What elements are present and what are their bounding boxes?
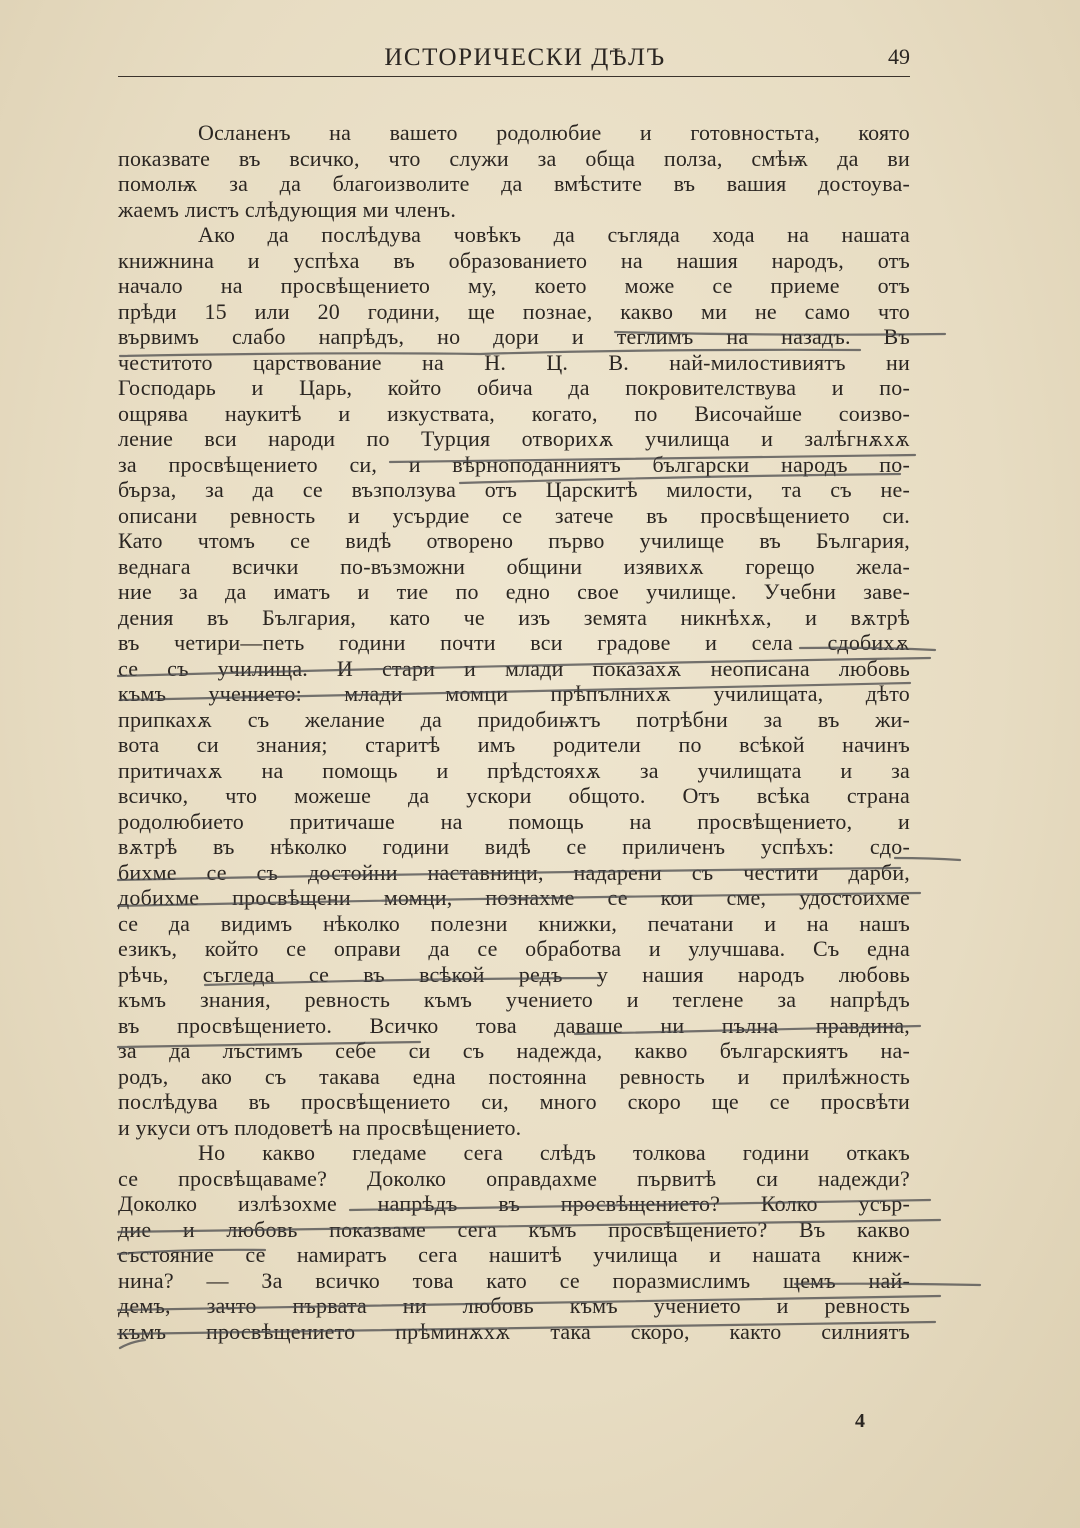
text-line: описани ревность и усърдие се затече въ просвѣщението си.: [118, 502, 910, 528]
text-line: въ просвѣщението. Всичко това даваше ни пълна правдина,: [118, 1012, 910, 1038]
text-line: притичахѫ на помощь и прѣдстояхѫ за училищата и за: [118, 757, 910, 783]
text-line: послѣдува въ просвѣщението си, много скоро ще се просвѣти: [118, 1089, 910, 1114]
text-line: състояние се намиратъ сега нашитѣ училища и нашата книж-: [118, 1242, 910, 1267]
text-line: родолюбието притичаше на помощь на просвѣщението, и: [118, 808, 910, 834]
text-line: Осланенъ на вашето родолюбие и готовностьта, която: [198, 120, 910, 145]
text-line: вѫтрѣ въ нѣколко години видѣ се приличенъ успѣхъ: сдо-: [118, 834, 910, 859]
text-line: веднага всички по-възможни общини изявихѫ горещо жела-: [118, 553, 910, 579]
text-line: жаемъ листъ слѣдующия ми членъ.: [118, 196, 457, 222]
text-line: вота си знания; старитѣ имъ родители по всѣкой начинъ: [118, 732, 910, 757]
page-number: 49: [888, 44, 910, 69]
text-line: честитото царствование на Н. Ц. В. най-милостивиятъ ни: [118, 349, 910, 375]
text-line: добихме просвѣщени момци, познахме се кои сме, удостоихме: [118, 885, 910, 910]
text-line: помолѭ за да благоизволите да вмѣстите въ вашия достоува-: [118, 171, 910, 196]
article-body: [118, 120, 910, 1344]
text-line: рѣчь, съгледа се въ всѣкой редъ у нашия народъ любовь: [118, 961, 910, 987]
text-line: начало на просвѣщението му, което може се приеме отъ: [118, 273, 910, 298]
page-header: [100, 40, 950, 80]
text-line: Господарь и Царь, който обича да покровителствува и по-: [118, 375, 910, 400]
text-line: езикъ, който се оправи да се обработва и улучшава. Съ една: [118, 936, 910, 961]
text-line: къмъ просвѣщението прѣминѫхѫ така скоро, както силниятъ: [118, 1318, 910, 1344]
text-line: дие и любовь показваме сега къмъ просвѣщението? Въ какво: [118, 1216, 910, 1242]
text-line: ление вси народи по Турция отворихѫ училища и залѣгнѫхѫ: [118, 426, 910, 451]
text-line: въ четири—петь години почти вси градове и села сдобихѫ: [118, 630, 910, 655]
text-line: бърза, за да се възползува отъ Царскитѣ милости, та съ не-: [118, 477, 910, 502]
text-line: Но какво гледаме сега слѣдъ толкова години откакъ: [198, 1140, 910, 1165]
text-line: се съ училища. И стари и млади показахѫ неописана любовь: [118, 655, 910, 681]
signature-mark: 4: [855, 1410, 865, 1432]
running-title: ИСТОРИЧЕСКИ ДѢЛЪ: [384, 44, 666, 71]
text-line: ощрява наукитѣ и изкуствата, когато, по Височайше соизво-: [118, 400, 910, 426]
text-line: припкахѫ съ желание да придобиѭтъ потрѣбни за въ жи-: [118, 706, 910, 732]
text-line: за просвѣщението си, и вѣрноподанниятъ български народъ по-: [118, 451, 910, 477]
text-line: родъ, ако съ такава една постоянна ревность и прилѣжность: [118, 1063, 910, 1089]
text-line: за да лъстимъ себе си съ надежда, какво българскиятъ на-: [118, 1038, 910, 1063]
text-line: ние за да иматъ и тие по едно свое училище. Учебни заве-: [118, 579, 910, 604]
text-line: демъ, зачто първата ни любовь къмъ учението и ревность: [118, 1293, 910, 1318]
text-line: показвате въ всичко, что служи за обща полза, смѣѭ да ви: [118, 145, 910, 171]
text-line: се да видимъ нѣколко полезни книжки, печатани и на нашъ: [118, 910, 910, 936]
text-line: Доколко излѣзохме напрѣдъ въ просвѣщението? Колко усър-: [118, 1191, 910, 1216]
text-line: вървимъ слабо напрѣдъ, но дори и теглимъ на назадъ. Въ: [118, 324, 910, 349]
text-line: и укуси отъ плодоветѣ на просвѣщението.: [118, 1114, 522, 1140]
text-line: книжнина и успѣха въ образованието на нашия народъ, отъ: [118, 247, 910, 273]
header-rule: [118, 76, 910, 77]
text-line: къмъ учението: млади момци прѣпълнихѫ училищата, дѣто: [118, 681, 910, 706]
text-line: всичко, что можеше да ускори общото. Отъ всѣка страна: [118, 783, 910, 808]
text-line: прѣди 15 или 20 години, ще познае, какво ми не само что: [118, 298, 910, 324]
text-line: къмъ знания, ревность къмъ учението и теглене за напрѣдъ: [118, 987, 910, 1012]
text-line: Като чтомъ се видѣ отворено първо училище въ България,: [118, 528, 910, 553]
text-line: нина? — За всичко това като се поразмислимъ щемъ най-: [118, 1267, 910, 1293]
text-line: Ако да послѣдува човѣкъ да съгляда хода на нашата: [198, 222, 910, 247]
text-line: дения въ България, като че изъ земята никнѣхѫ, и вѫтрѣ: [118, 604, 910, 630]
text-line: бихме се съ достойни наставници, надарени съ честити дарби,: [118, 859, 910, 885]
text-line: се просвѣщаваме? Доколко оправдахме първитѣ си надежди?: [118, 1165, 910, 1191]
